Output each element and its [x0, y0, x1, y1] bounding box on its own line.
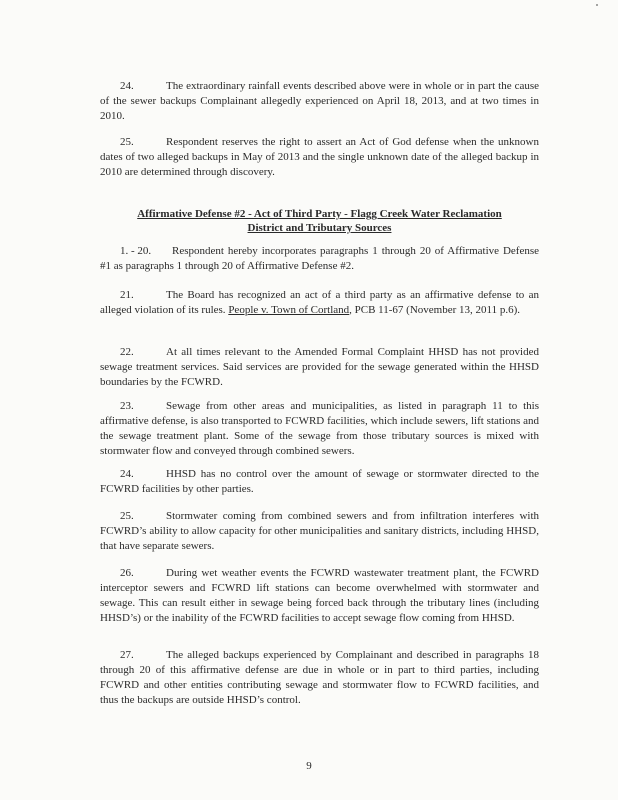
paragraph-number: 21.	[120, 289, 134, 301]
section-heading	[100, 207, 539, 235]
paragraph-number: 26.	[120, 567, 134, 579]
paragraph-number: 27.	[120, 649, 134, 661]
paragraph-1-20	[100, 244, 539, 274]
paragraph-text: During wet weather events the FCWRD wastewater treatment plant, the FCWRD interceptor sewers and FCWRD lift stations can become overwhelmed with stormwater and sewage. This can result either in sewage being forced back through the tributary lines (including HHSD’s) or the inability of the FCWRD facilities to accept sewage flow coming from HHSD.	[100, 567, 539, 624]
case-citation: People v. Town of Cortland	[228, 304, 350, 316]
paragraph-text: HHSD has no control over the amount of sewage or stormwater directed to the FCWRD facilities by other parties.	[100, 468, 539, 495]
heading-line-2: District and Tributary Sources	[247, 222, 392, 234]
heading-line-1: Affirmative Defense #2 - Act of Third Party - Flagg Creek Water Reclamation	[137, 208, 502, 220]
paragraph-text: At all times relevant to the Amended Formal Complaint HHSD has not provided sewage treatment services. Said services are provided for the sewage generated within the HHSD boundaries by the FCWRD.	[100, 346, 539, 388]
paragraph-26	[100, 566, 539, 626]
paragraph-22	[100, 345, 539, 390]
paragraph-text: The alleged backups experienced by Complainant and described in paragraphs 18 through 20 of this affirmative defense are due in whole or in part to third parties, including FCWRD and other entities contributing sewage and stormwater flow to FCWRD facilities, and thus the backups are outside HHSD’s control.	[100, 649, 539, 706]
paragraph-text: The extraordinary rainfall events described above were in whole or in part the cause of the sewer backups Complainant allegedly experienced on April 18, 2013, and at two times in 2010.	[100, 80, 539, 122]
citation-tail: , PCB 11-67 (November 13, 2011 p.6).	[349, 304, 521, 316]
paragraph-text: Stormwater coming from combined sewers and from infiltration interferes with FCWRD’s ability to allow capacity for other municipalities and sanitary districts, including HHSD, that have separate sewers.	[100, 510, 539, 552]
paragraph-number: 1. - 20.	[120, 245, 152, 257]
paragraph-number: 24.	[120, 468, 134, 480]
paragraph-number: 23.	[120, 400, 134, 412]
paragraph-21	[100, 288, 539, 318]
paragraph-number: 25.	[120, 510, 134, 522]
paragraph-number: 25.	[120, 136, 134, 148]
paragraph-text: Sewage from other areas and municipalities, as listed in paragraph 11 to this affirmative defense, is also transported to FCWRD facilities, which include sewers, lift stations and the sewage treatment plant. Some of the sewage from those tributary sources is mixed with stormwater flow and conveyed through combined sewers.	[100, 400, 539, 457]
paragraph-25-top	[100, 135, 539, 180]
paragraph-number: 24.	[120, 80, 134, 92]
paragraph-25	[100, 509, 539, 554]
page-number: 9	[306, 760, 312, 772]
paragraph-27	[100, 648, 539, 708]
paragraph-23	[100, 399, 539, 459]
paragraph-24	[100, 467, 539, 497]
paragraph-24-top	[100, 79, 539, 124]
scan-speck	[596, 4, 598, 6]
paragraph-text: Respondent reserves the right to assert an Act of God defense when the unknown dates of two alleged backups in May of 2013 and the single unknown date of the alleged backup in 2010 are determined through discovery.	[100, 136, 539, 178]
paragraph-number: 22.	[120, 346, 134, 358]
paragraph-text: Respondent hereby incorporates paragraphs 1 through 20 of Affirmative Defense #1 as paragraphs 1 through 20 of Affirmative Defense #2.	[100, 245, 539, 272]
paragraph-text: The Board has recognized an act of a third party as an affirmative defense to an alleged violation of its rules.	[100, 289, 539, 316]
